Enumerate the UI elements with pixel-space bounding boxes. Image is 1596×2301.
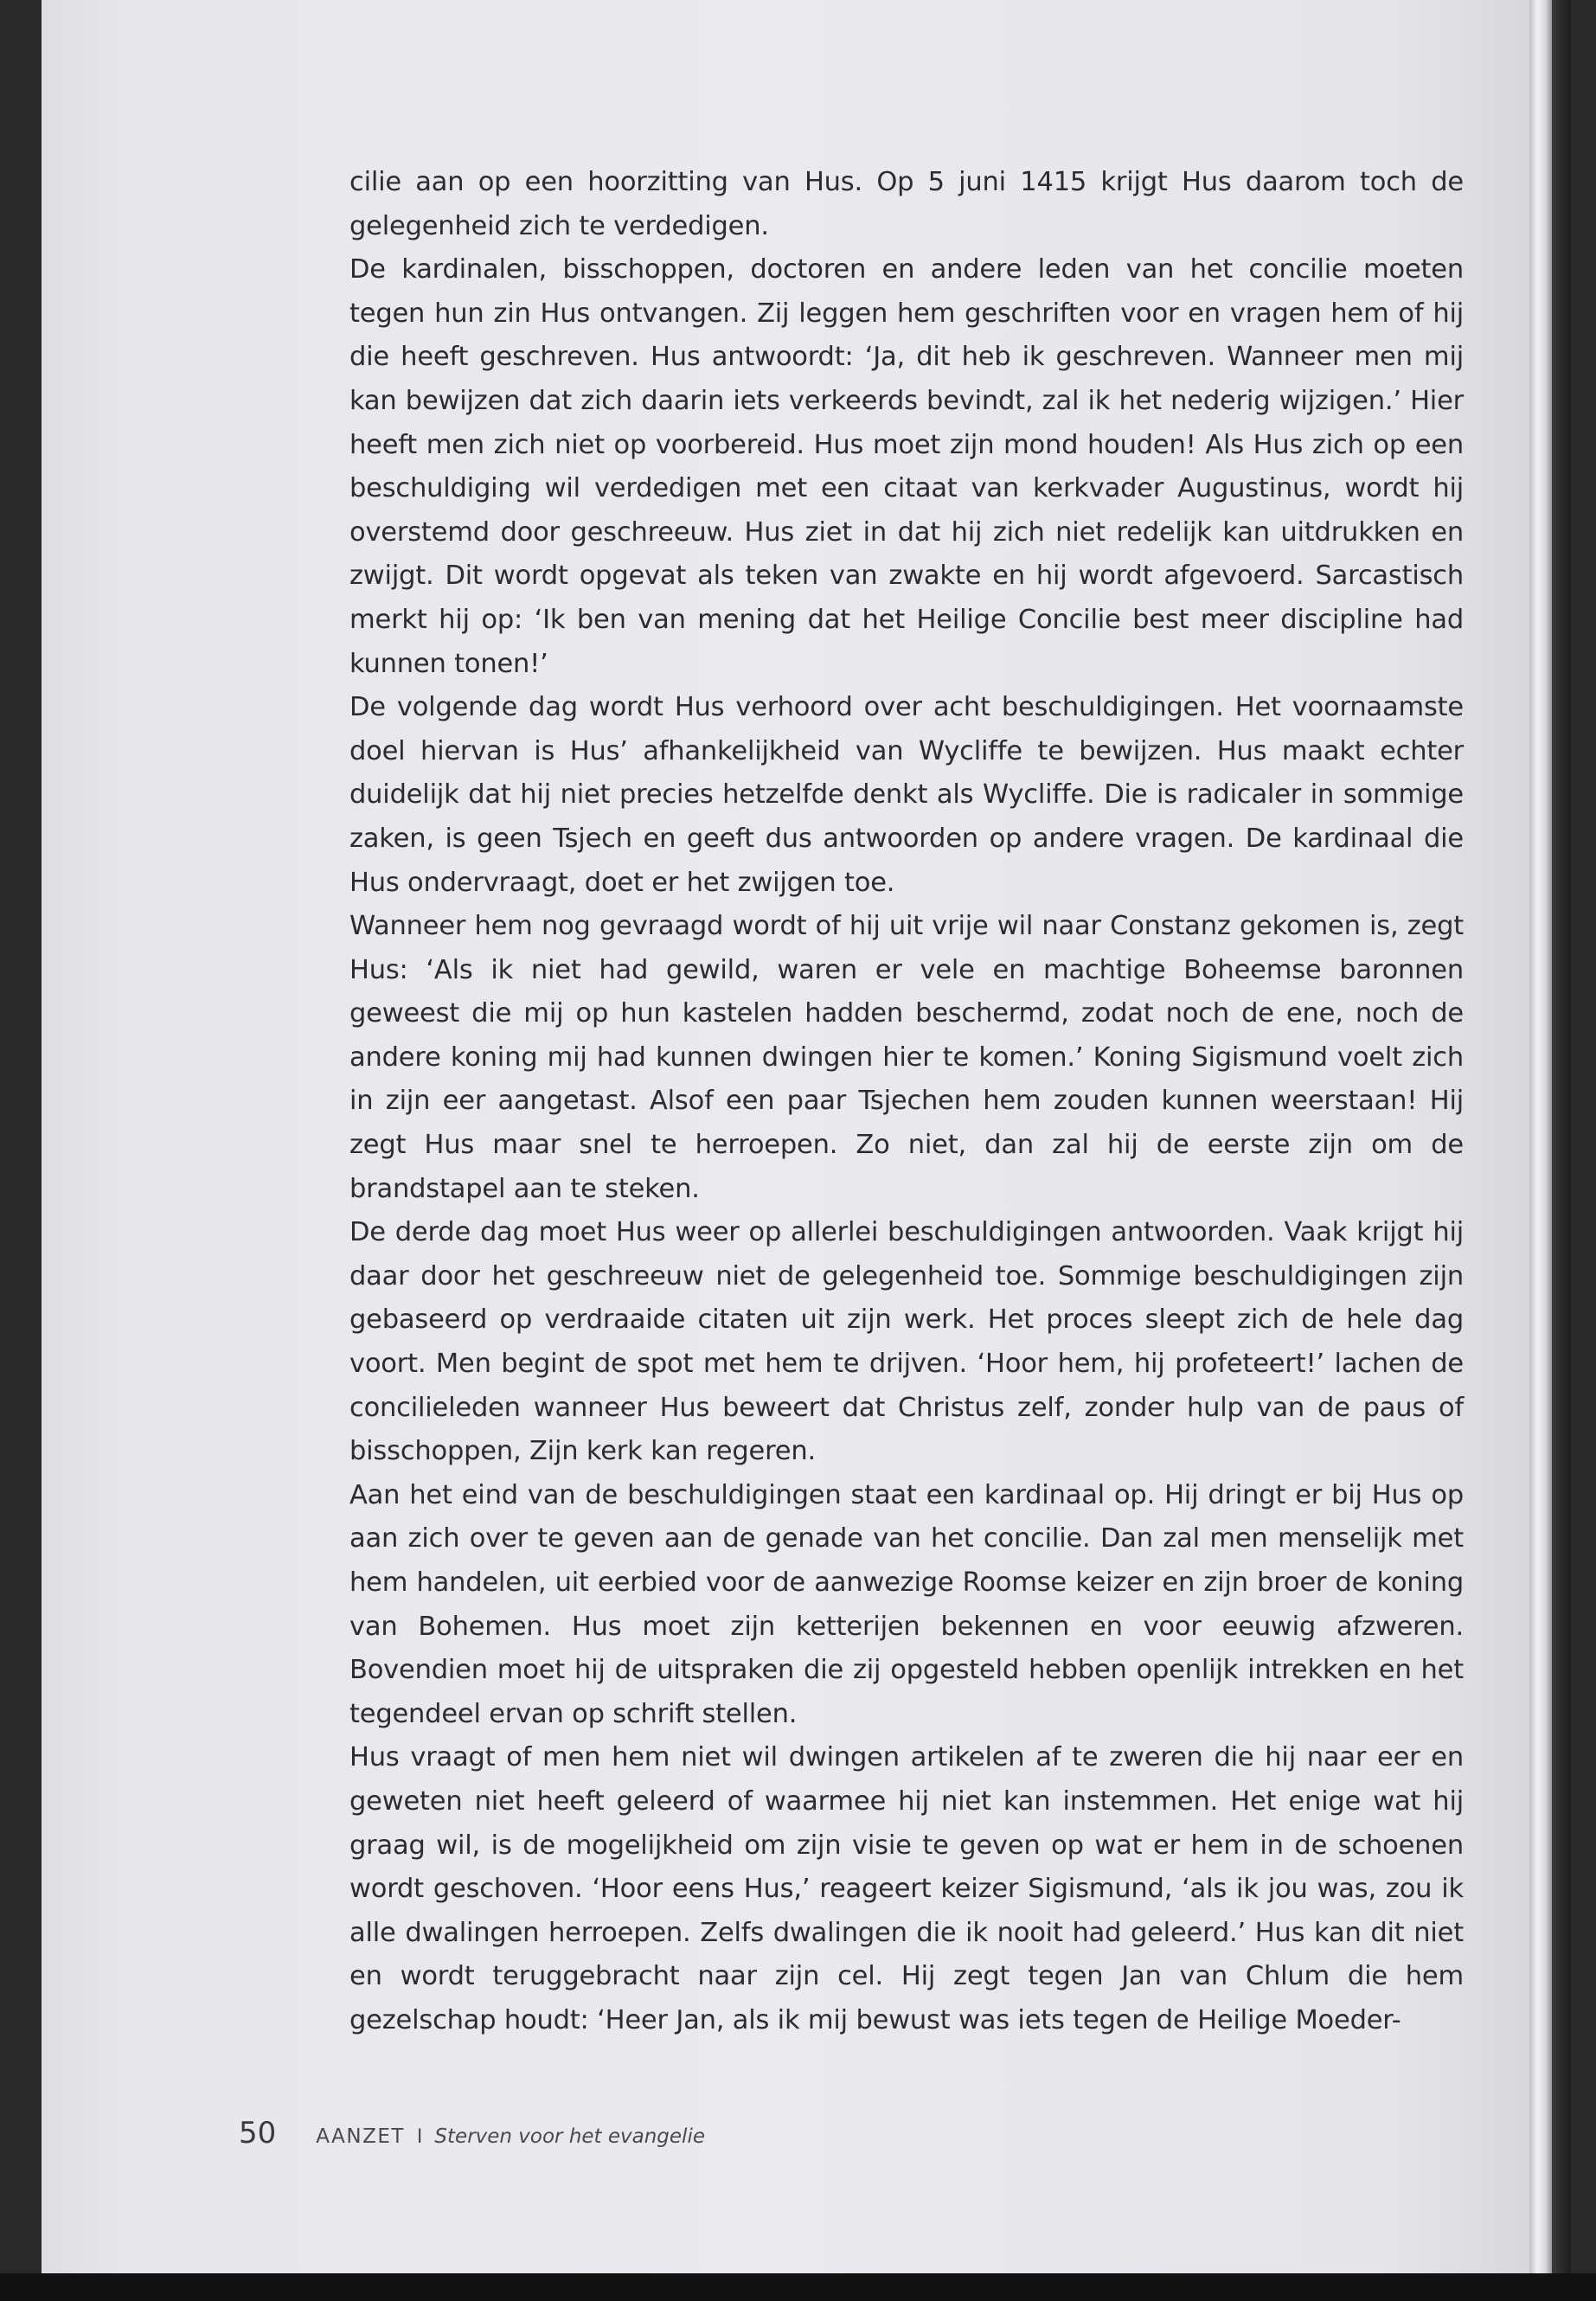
book-title: Sterven voor het evangelie bbox=[434, 2125, 705, 2148]
scan-border bbox=[0, 2273, 1596, 2301]
paragraph: De kardinalen, bisschoppen, doctoren en andere leden van het concilie moeten tegen hun zin Hus ontvangen. Zij leggen hem geschriften voor en vragen hem of hij die heeft geschreven. Hus antwoordt: ‘Ja, dit heb ik geschreven. Wanneer men mij kan bewijzen dat zich daarin iets verkeerds bevindt, zal ik het nederig wijzigen.’ Hier heeft men zich niet op voorbereid. Hus moet zijn mond houden! Als Hus zich op een beschuldiging wil verdedigen met een citaat van kerkvader Augustinus, wordt hij overstemd door geschreeuw. Hus ziet in dat hij zich niet redelijk kan uitdrukken en zwijgt. Dit wordt opgevat als teken van zwakte en hij wordt afgevoerd. Sarcastisch merkt hij op: ‘Ik ben van mening dat het Heilige Concilie best meer discipline had kunnen tonen!’ bbox=[349, 254, 1464, 679]
series-name: AANZET bbox=[316, 2125, 405, 2148]
paragraph: cilie aan op een hoorzitting van Hus. Op 5 juni 1415 krijgt Hus daarom toch de gelegenheid zich te verdedigen. bbox=[349, 167, 1464, 241]
footer-separator: I bbox=[416, 2126, 423, 2148]
book-binding-shadow bbox=[1552, 0, 1571, 2273]
page-footer bbox=[239, 2116, 705, 2154]
paragraph: Aan het eind van de beschuldigingen staat een kardinaal op. Hij dringt er bij Hus op aan zich over te geven aan de genade van het concilie. Dan zal men menselijk met hem handelen, uit eerbied voor de aanwezige Roomse keizer en zijn broer de koning van Bohemen. Hus moet zijn ketterijen bekennen en voor eeuwig afzweren. Bovendien moet hij de uitspraken die zij opgesteld hebben openlijk intrekken en het tegendeel ervan op schrift stellen. bbox=[349, 1479, 1464, 1729]
book-page bbox=[42, 0, 1529, 2273]
paragraph: De volgende dag wordt Hus verhoord over acht beschuldigingen. Het voornaamste doel hiervan is Hus’ afhankelijkheid van Wycliffe te bewijzen. Hus maakt echter duidelijk dat hij niet precies hetzelfde denkt als Wycliffe. Die is radicaler in sommige zaken, is geen Tsjech en geeft dus antwoorden op andere vragen. De kardinaal die Hus ondervraagt, doet er het zwijgen toe. bbox=[349, 692, 1464, 898]
page-number: 50 bbox=[239, 2116, 277, 2150]
page-edge bbox=[1529, 0, 1552, 2273]
paragraph: Hus vraagt of men hem niet wil dwingen artikelen af te zweren die hij naar eer en geweten niet heeft geleerd of waarmee hij niet kan instemmen. Het enige wat hij graag wil, is de mogelijkheid om zijn visie te geven op wat er hem in de schoenen wordt geschoven. ‘Hoor eens Hus,’ reageert keizer Sigismund, ‘als ik jou was, zou ik alle dwalingen herroepen. Zelfs dwalingen die ik nooit had geleerd.’ Hus kan dit niet en wordt teruggebracht naar zijn cel. Hij zegt tegen Jan van Chlum die hem gezelschap houdt: ‘Heer Jan, als ik mij bewust was iets tegen de Heilige Moeder- bbox=[349, 1742, 1464, 2035]
paragraph: De derde dag moet Hus weer op allerlei beschuldigingen antwoorden. Vaak krijgt hij daar door het geschreeuw niet de gelegenheid toe. Sommige beschuldigingen zijn gebaseerd op verdraaide citaten uit zijn werk. Het proces sleept zich de hele dag voort. Men begint de spot met hem te drijven. ‘Hoor hem, hij profeteert!’ lachen de concilieleden wanneer Hus beweert dat Christus zelf, zonder hulp van de paus of bisschoppen, Zijn kerk kan regeren. bbox=[349, 1217, 1464, 1467]
paragraph: Wanneer hem nog gevraagd wordt of hij uit vrije wil naar Constanz gekomen is, zegt Hus: ‘Als ik niet had gewild, waren er vele en machtige Boheemse baronnen geweest die mij op hun kastelen hadden beschermd, zodat noch de ene, noch de andere koning mij had kunnen dwingen hier te komen.’ Koning Sigismund voelt zich in zijn eer aangetast. Alsof een paar Tsjechen hem zouden kunnen weerstaan! Hij zegt Hus maar snel te herroepen. Zo niet, dan zal hij de eerste zijn om de brandstapel aan te steken. bbox=[349, 911, 1464, 1204]
body-text bbox=[349, 161, 1464, 2043]
